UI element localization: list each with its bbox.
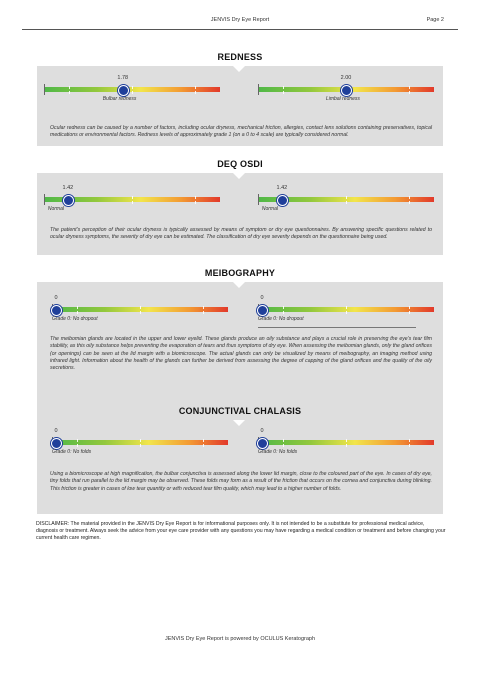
gauge-grade-label: Limbal redness bbox=[326, 96, 360, 102]
panel-notch bbox=[233, 282, 245, 288]
gauge-dotted-guide bbox=[203, 439, 205, 447]
gauge-dotted-guide bbox=[132, 86, 134, 94]
gauge-value: 0 bbox=[54, 428, 58, 434]
severity-gauge bbox=[258, 304, 434, 314]
report-title: JENVIS Dry Eye Report bbox=[210, 17, 270, 23]
header-divider bbox=[22, 29, 458, 30]
gauge-dotted-guide bbox=[409, 306, 411, 314]
gauge-marker bbox=[257, 438, 268, 449]
disclaimer-text: DISCLAIMER: The material provided in the JENVIS Dry Eye Report is for informational purposes only. It is not intended to be a substitute for professional medical advice, diagnosis or treatment. Always seek the advice from your eye care provider with any questions you may have regarding a medical condition or treatment and before changing your current health care regimen. bbox=[36, 521, 446, 541]
gauge-marker bbox=[277, 195, 288, 206]
gauge-dotted-guide bbox=[140, 306, 142, 314]
section-title-conjunctival-chalasis: CONJUNCTIVAL CHALASIS bbox=[178, 406, 302, 416]
section-title-meibography: MEIBOGRAPHY bbox=[204, 268, 276, 278]
gauge-dotted-guide bbox=[409, 439, 411, 447]
gauge-dotted-guide bbox=[409, 196, 411, 204]
gauge-dotted-guide bbox=[69, 86, 71, 94]
gauge-grade-label: Grade 0: No folds bbox=[258, 449, 298, 455]
section-title-deq-osdi: DEQ OSDI bbox=[217, 159, 263, 169]
gauge-value: 1.42 bbox=[62, 185, 74, 191]
gauge-grade-label: Normal bbox=[47, 206, 64, 212]
severity-gauge bbox=[52, 304, 228, 314]
gauge-marker bbox=[257, 305, 268, 316]
gauge-start-tick bbox=[258, 194, 259, 205]
gauge-dotted-guide bbox=[283, 439, 285, 447]
gauge-dotted-guide bbox=[203, 306, 205, 314]
gauge-marker bbox=[63, 195, 74, 206]
gauge-dotted-guide bbox=[132, 196, 134, 204]
gauge-grade-label: Grade 0: No dropout bbox=[52, 316, 98, 322]
gauge-marker bbox=[51, 438, 62, 449]
gauge-marker bbox=[341, 85, 352, 96]
gauge-value: 2.00 bbox=[340, 75, 352, 81]
panel-notch bbox=[233, 66, 245, 72]
severity-gauge bbox=[258, 194, 434, 204]
gauge-dotted-guide bbox=[283, 306, 285, 314]
redness-description: Ocular redness can be caused by a number of factors, including ocular dryness, mechanical friction, allergies, contact lens solutions containing preservatives, topical medications or environmental factors. Redness levels of approximately grade 1 (on a 0 to 4 scale) are typically considered normal. bbox=[50, 125, 432, 139]
section-title-redness: REDNESS bbox=[217, 52, 263, 62]
gauge-value: 0 bbox=[54, 295, 58, 301]
section-panel-deq-osdi bbox=[37, 173, 443, 255]
divider bbox=[258, 327, 416, 328]
gauge-dotted-guide bbox=[77, 306, 79, 314]
meibography-description: The meibomian glands are located in the upper and lower eyelid. These glands produce an oily substance and plays a crucial role in preserving the eye's tear film stability, as this oily substance helps preventing the evaporation of tears and thus symptoms of dry eye. When assessing the meibomian glands, only the gland orifices (or openings) can be seen at the lid margin with a biomicroscope. The actual glands can only be visualized by means of meibography, an imaging method using infrared light. Information about the health of the glands can further be derived from assessing the degree of capping of the gland orifices and the quality of the oily secretions. bbox=[50, 336, 432, 372]
gauge-start-tick bbox=[258, 84, 259, 95]
gauge-grade-label: Grade 0: No dropout bbox=[258, 316, 304, 322]
gauge-start-tick bbox=[44, 84, 45, 95]
panel-notch bbox=[233, 173, 245, 179]
gauge-marker bbox=[118, 85, 129, 96]
gauge-value: 1.42 bbox=[276, 185, 288, 191]
section-panel-conjunctival-chalasis bbox=[37, 420, 443, 514]
deq-osdi-description: The patient's perception of their ocular dryness is typically assessed by means of symptom or dry eye questionnaires. By answering specific questions related to ocular dryness symptoms, the severity of dry eye can be estimated. The classification of dry eye severity depends on the questionnaire being used. bbox=[50, 227, 432, 241]
panel-notch bbox=[233, 420, 245, 426]
gauge-marker bbox=[51, 305, 62, 316]
gauge-grade-label: Normal bbox=[261, 206, 278, 212]
page-number: Page 2 bbox=[426, 17, 444, 23]
page-footer: JENVIS Dry Eye Report is powered by OCULUS Keratograph bbox=[164, 636, 316, 642]
gauge-dotted-guide bbox=[195, 86, 197, 94]
gauge-value: 0 bbox=[260, 428, 264, 434]
severity-gauge bbox=[52, 437, 228, 447]
gauge-dotted-guide bbox=[195, 196, 197, 204]
gauge-grade-label: Bulbar redness bbox=[102, 96, 137, 102]
gauge-dotted-guide bbox=[77, 439, 79, 447]
gauge-dotted-guide bbox=[409, 86, 411, 94]
severity-gauge bbox=[44, 84, 220, 94]
gauge-value: 1.78 bbox=[117, 75, 129, 81]
gauge-value: 0 bbox=[260, 295, 264, 301]
page-header bbox=[0, 17, 480, 27]
gauge-dotted-guide bbox=[346, 306, 348, 314]
severity-gauge bbox=[44, 194, 220, 204]
gauge-dotted-guide bbox=[140, 439, 142, 447]
gauge-grade-label: Grade 0: No folds bbox=[52, 449, 92, 455]
severity-gauge bbox=[258, 437, 434, 447]
gauge-dotted-guide bbox=[346, 196, 348, 204]
severity-gauge bbox=[258, 84, 434, 94]
conjunctival-chalasis-description: Using a biomicroscope at high magnification, the bulbar conjunctiva is assessed along the lower lid margin, close to the coloured part of the eye. In cases of dry eye, tiny folds that run parallel to the lid margin may be observed. These folds may form as a result of the friction that occurs on the cornea and conjunctiva during blinking. This friction is greater in cases of low tear quantity or with reduced tear film quality, which may lead to a higher number of folds. bbox=[50, 471, 432, 492]
gauge-dotted-guide bbox=[346, 439, 348, 447]
gauge-start-tick bbox=[44, 194, 45, 205]
gauge-dotted-guide bbox=[283, 86, 285, 94]
